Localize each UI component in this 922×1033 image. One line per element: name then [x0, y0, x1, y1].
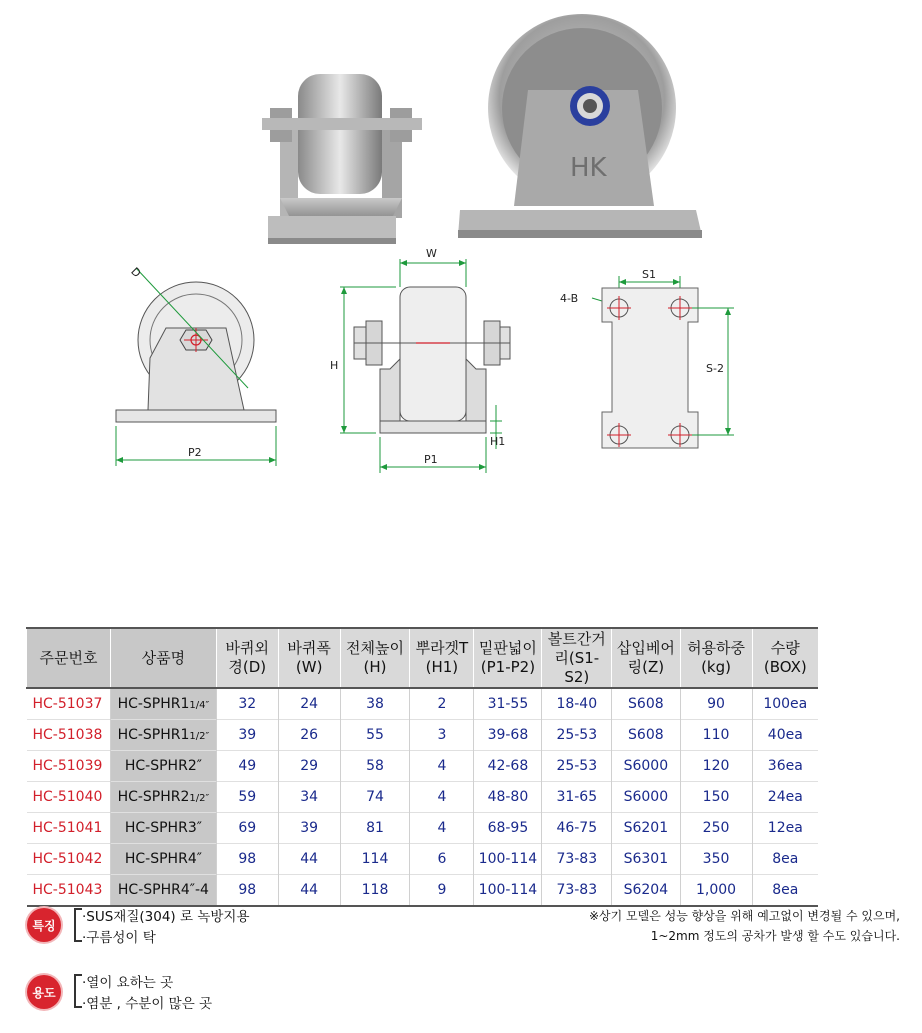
cell-s: 31-65 — [542, 782, 612, 813]
cell-p: 39-68 — [474, 720, 542, 751]
table-row — [27, 875, 819, 907]
cell-z: S6301 — [612, 844, 680, 875]
cell-name — [111, 875, 217, 907]
table-row — [27, 813, 819, 844]
cell-name — [111, 751, 217, 782]
cell-h: 118 — [340, 875, 410, 907]
product-name: HC-SPHR1 — [117, 727, 190, 743]
cell-s: 25-53 — [542, 720, 612, 751]
cell-w: 34 — [278, 782, 340, 813]
column-header — [340, 628, 410, 688]
cell-box: 8ea — [752, 875, 818, 907]
cell-name — [111, 844, 217, 875]
cell-w: 44 — [278, 844, 340, 875]
uses-line-2: ·염분 , 수분이 많은 곳 — [82, 996, 213, 1012]
label-h1: H1 — [490, 435, 506, 448]
cell-d: 98 — [216, 844, 278, 875]
features-badge: 특징 — [27, 908, 61, 942]
product-name: HC-SPHR3″ — [124, 820, 202, 836]
product-name-fraction: 1/2″ — [189, 731, 210, 742]
column-header — [216, 628, 278, 688]
cell-code: HC-51038 — [32, 727, 103, 743]
cell-box: 8ea — [752, 844, 818, 875]
column-header-line2: (kg) — [701, 658, 731, 676]
column-header — [680, 628, 752, 688]
table-row — [27, 844, 819, 875]
cell-code: HC-51040 — [32, 789, 103, 805]
cell-box: 24ea — [752, 782, 818, 813]
product-name-fraction: 1/4″ — [189, 700, 210, 711]
cell-h: 55 — [340, 720, 410, 751]
notice-line-2: 1~2mm 정도의 공차가 발생 할 수도 있습니다. — [650, 929, 900, 943]
column-header-line1: 수량 — [770, 639, 800, 657]
cell-p: 42-68 — [474, 751, 542, 782]
cell-p: 31-55 — [474, 688, 542, 720]
cell-z: S6201 — [612, 813, 680, 844]
label-d: D — [128, 264, 144, 281]
cell-s: 46-75 — [542, 813, 612, 844]
column-header — [612, 628, 680, 688]
cell-box: 36ea — [752, 751, 818, 782]
column-header-line1: 전체높이 — [346, 639, 404, 657]
cell-d: 98 — [216, 875, 278, 907]
cell-d: 59 — [216, 782, 278, 813]
column-header-line2: (H) — [363, 658, 387, 676]
cell-name — [111, 782, 217, 813]
svg-text:HK: HK — [570, 153, 607, 183]
cell-box: 12ea — [752, 813, 818, 844]
column-header-line2: (W) — [295, 658, 323, 676]
spec-table — [26, 627, 818, 907]
cell-box: 100ea — [752, 688, 818, 720]
cell-z: S608 — [612, 720, 680, 751]
cell-name — [111, 720, 217, 751]
cell-p: 48-80 — [474, 782, 542, 813]
cell-w: 44 — [278, 875, 340, 907]
table-row — [27, 782, 819, 813]
cell-h1: 2 — [410, 688, 474, 720]
drawing-front-view — [326, 245, 516, 475]
table-body — [27, 688, 819, 906]
drawing-base-plate — [556, 262, 746, 462]
cell-box: 40ea — [752, 720, 818, 751]
label-s2: S-2 — [706, 362, 724, 375]
cell-h: 74 — [340, 782, 410, 813]
cell-h1: 4 — [410, 813, 474, 844]
label-4b: 4-B — [560, 292, 579, 305]
cell-z: S6204 — [612, 875, 680, 907]
cell-h1: 9 — [410, 875, 474, 907]
cell-w: 29 — [278, 751, 340, 782]
cell-code: HC-51043 — [32, 882, 103, 898]
column-header-line1: 밑판넓이 — [478, 639, 537, 657]
cell-s: 18-40 — [542, 688, 612, 720]
features-bracket — [74, 908, 82, 942]
table-row — [27, 688, 819, 720]
cell-s: 73-83 — [542, 844, 612, 875]
cell-p: 68-95 — [474, 813, 542, 844]
cell-h1: 3 — [410, 720, 474, 751]
cell-s: 25-53 — [542, 751, 612, 782]
column-header-line1: 주문번호 — [39, 648, 98, 667]
cell-kg: 350 — [680, 844, 752, 875]
cell-kg: 120 — [680, 751, 752, 782]
column-header-line2: (H1) — [425, 658, 459, 676]
product-photo-front — [262, 68, 422, 248]
cell-kg: 150 — [680, 782, 752, 813]
column-header — [752, 628, 818, 688]
column-header — [410, 628, 474, 688]
cell-d: 32 — [216, 688, 278, 720]
cell-w: 24 — [278, 688, 340, 720]
table-row — [27, 751, 819, 782]
cell-d: 49 — [216, 751, 278, 782]
product-name: HC-SPHR4″-4 — [117, 882, 209, 898]
label-p1: P1 — [424, 453, 438, 466]
product-name-fraction: 1/2″ — [189, 793, 210, 804]
product-name: HC-SPHR2 — [117, 789, 190, 805]
column-header-line1: 볼트간거 — [547, 629, 606, 648]
uses-line-1: ·열이 요하는 곳 — [82, 975, 174, 991]
product-photo-side — [458, 10, 708, 242]
cell-kg: 110 — [680, 720, 752, 751]
cell-code: HC-51037 — [32, 696, 103, 712]
cell-z: S608 — [612, 688, 680, 720]
cell-code: HC-51041 — [32, 820, 103, 836]
label-p2: P2 — [188, 446, 202, 459]
cell-z: S6000 — [612, 751, 680, 782]
table-row — [27, 720, 819, 751]
drawing-side-view — [110, 258, 282, 468]
cell-h1: 4 — [410, 751, 474, 782]
cell-kg: 90 — [680, 688, 752, 720]
column-header — [278, 628, 340, 688]
column-header — [474, 628, 542, 688]
cell-w: 26 — [278, 720, 340, 751]
cell-code: HC-51039 — [32, 758, 103, 774]
column-header-line1: 바퀴외 — [225, 639, 269, 657]
cell-name — [111, 813, 217, 844]
product-name: HC-SPHR4″ — [124, 851, 202, 867]
features-line-2: ·구름성이 탁 — [82, 930, 156, 946]
column-header — [542, 628, 612, 688]
cell-s: 73-83 — [542, 875, 612, 907]
uses-bracket — [74, 974, 82, 1008]
column-header-line1: 허용하중 — [687, 639, 746, 657]
product-name: HC-SPHR1 — [117, 696, 190, 712]
notice-line-1: ※상기 모델은 성능 향상을 위해 예고없이 변경될 수 있으며, — [588, 909, 900, 923]
label-h: H — [330, 359, 339, 372]
cell-kg: 250 — [680, 813, 752, 844]
cell-code: HC-51042 — [32, 851, 103, 867]
column-header-line1: 삽입베어 — [616, 639, 675, 657]
column-header-line1: 바퀴폭 — [287, 639, 331, 657]
cell-h1: 4 — [410, 782, 474, 813]
cell-d: 39 — [216, 720, 278, 751]
column-header-line1: 뿌라겟T — [415, 639, 469, 657]
cell-p: 100-114 — [474, 844, 542, 875]
cell-p: 100-114 — [474, 875, 542, 907]
column-header-line2: (BOX) — [763, 658, 807, 676]
cell-w: 39 — [278, 813, 340, 844]
cell-kg: 1,000 — [680, 875, 752, 907]
product-name: HC-SPHR2″ — [124, 758, 202, 774]
column-header-line1: 상품명 — [141, 648, 186, 667]
column-header-line2: 리(S1-S2) — [554, 648, 600, 686]
cell-z: S6000 — [612, 782, 680, 813]
column-header-line2: 링(Z) — [627, 658, 665, 676]
cell-h: 38 — [340, 688, 410, 720]
cell-h: 58 — [340, 751, 410, 782]
cell-d: 69 — [216, 813, 278, 844]
column-header — [27, 628, 111, 688]
label-s1: S1 — [642, 268, 656, 281]
cell-name — [111, 688, 217, 720]
uses-badge: 용도 — [27, 975, 61, 1009]
label-w: W — [426, 247, 437, 260]
table-header-row — [27, 628, 819, 688]
column-header-line2: 경(D) — [228, 658, 267, 676]
features-line-1: ·SUS재질(304) 로 녹방지용 — [82, 909, 250, 925]
column-header — [111, 628, 217, 688]
column-header-line2: (P1-P2) — [480, 658, 536, 676]
cell-h1: 6 — [410, 844, 474, 875]
cell-h: 114 — [340, 844, 410, 875]
cell-h: 81 — [340, 813, 410, 844]
